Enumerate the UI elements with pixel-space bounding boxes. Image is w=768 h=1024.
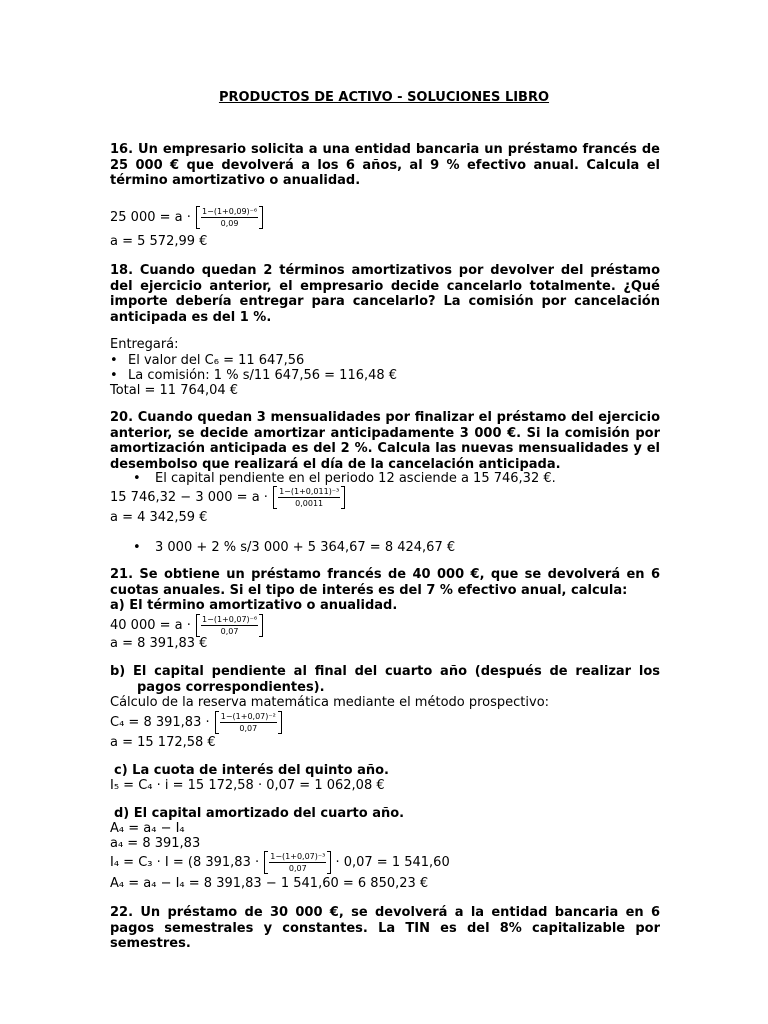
- q16-equation: [110, 206, 263, 229]
- question-20: 20. Cuando quedan 3 mensualidades por finalizar el préstamo del ejercicio anterior, se decide amortizar anticipadamente 3 000 €. Si la comisión por amortización anticipada es del 2 %. Calcula las nuevas mensualidades y el desembolso que realizará el día de la cancelación anticipada.: [110, 410, 660, 472]
- q16-result: a = 5 572,99 €: [110, 234, 208, 249]
- document-title: PRODUCTOS DE ACTIVO - SOLUCIONES LIBRO: [218, 90, 550, 105]
- q21-b-label: b) El capital pendiente al final del cuarto año (después de realizar los pagos correspondientes).: [110, 664, 660, 695]
- q20-bullet-2: [133, 540, 455, 556]
- q20-result: a = 4 342,59 €: [110, 510, 208, 525]
- q21-d-fraction: [264, 851, 331, 874]
- q20-bullet-1-text: El capital pendiente en el periodo 12 asciende a 15 746,32 €.: [155, 471, 556, 486]
- q21-a-fraction-denominator: 0,07: [220, 627, 239, 636]
- q21-b-fraction: [215, 711, 282, 734]
- q21-b-intro: Cálculo de la reserva matemática mediante el método prospectivo:: [110, 695, 550, 710]
- bullet-icon: •: [110, 353, 118, 368]
- q21-b-fraction-numerator: 1−(1+0,07)⁻²: [220, 712, 276, 721]
- q21-a-fraction: [196, 614, 263, 637]
- q20-bullet-1: [133, 471, 556, 487]
- q21-b-equation-lhs: C₄ = 8 391,83 ·: [110, 715, 210, 730]
- q21-d-label: d) El capital amortizado del cuarto año.: [114, 806, 405, 821]
- q21-a-label: a) El término amortizativo o anualidad.: [110, 598, 398, 613]
- q20-fraction-denominator: 0,0011: [295, 499, 324, 508]
- q18-bullet-1: [110, 353, 304, 369]
- q21-a-fraction-numerator: 1−(1+0,07)⁻⁶: [202, 615, 258, 624]
- q21-d-line-3: [110, 851, 450, 874]
- q18-intro: Entregará:: [110, 337, 179, 352]
- question-22: 22. Un préstamo de 30 000 €, se devolverá a la entidad bancaria en 6 pagos semestrales y constantes. La TIN es del 8% capitalizable por semestres.: [110, 905, 660, 951]
- q21-d-fraction-numerator: 1−(1+0,07)⁻³: [270, 852, 326, 861]
- bullet-icon: •: [133, 540, 141, 555]
- q21-b-fraction-denominator: 0,07: [239, 724, 258, 733]
- q20-fraction: [273, 486, 345, 509]
- q20-bullet-2-text: 3 000 + 2 % s/3 000 + 5 364,67 = 8 424,67 €: [155, 540, 456, 555]
- q21-a-equation: [110, 614, 263, 637]
- q18-bullet-2-text: La comisión: 1 % s/11 647,56 = 116,48 €: [128, 368, 398, 383]
- q16-fraction-denominator: 0,09: [220, 219, 239, 228]
- q21-a-result: a = 8 391,83 €: [110, 636, 208, 651]
- q18-bullet-2: [110, 368, 397, 384]
- q21-d-line-1: A₄ = a₄ − I₄: [110, 821, 185, 836]
- q16-fraction-numerator: 1−(1+0,09)⁻⁶: [202, 207, 258, 216]
- q21-d-line-3-lhs: I₄ = C₃ · I = (8 391,83 ·: [110, 855, 260, 870]
- q20-equation-lhs: 15 746,32 − 3 000 = a ·: [110, 490, 268, 505]
- question-21: 21. Se obtiene un préstamo francés de 40 000 €, que se devolverá en 6 cuotas anuales. Si el tipo de interés es del 7 % efectivo anual, calcula:: [110, 567, 660, 598]
- q21-c-label: c) La cuota de interés del quinto año.: [114, 763, 389, 778]
- q20-equation: [110, 486, 345, 509]
- bullet-icon: •: [133, 471, 141, 486]
- q20-fraction-numerator: 1−(1+0,011)⁻³: [279, 487, 340, 496]
- q21-b-equation: [110, 711, 282, 734]
- q21-d-line-4: A₄ = a₄ − I₄ = 8 391,83 − 1 541,60 = 6 850,23 €: [110, 876, 429, 891]
- q18-bullet-1-text: El valor del C₆ = 11 647,56: [128, 353, 305, 368]
- q16-fraction: [196, 206, 263, 229]
- q18-total: Total = 11 764,04 €: [110, 383, 239, 398]
- q21-b-result: a = 15 172,58 €: [110, 735, 216, 750]
- bullet-icon: •: [110, 368, 118, 383]
- question-16: 16. Un empresario solicita a una entidad bancaria un préstamo francés de 25 000 € que devolverá a los 6 años, al 9 % efectivo anual. Calcula el término amortizativo o anualidad.: [110, 142, 660, 188]
- q21-d-line-3-rhs: · 0,07 = 1 541,60: [335, 855, 450, 870]
- q21-d-fraction-denominator: 0,07: [288, 864, 307, 873]
- question-18: 18. Cuando quedan 2 términos amortizativos por devolver del préstamo del ejercicio anterior, el empresario decide cancelarlo totalmente. ¿Qué importe debería entregar para cancelarlo? La comisión por cancelación anticipada es del 1 %.: [110, 263, 660, 325]
- q21-a-equation-lhs: 40 000 = a ·: [110, 618, 191, 633]
- q21-d-line-2: a₄ = 8 391,83: [110, 836, 201, 851]
- q21-c-equation: I₅ = C₄ · i = 15 172,58 · 0,07 = 1 062,08 €: [110, 778, 385, 793]
- q16-equation-lhs: 25 000 = a ·: [110, 210, 191, 225]
